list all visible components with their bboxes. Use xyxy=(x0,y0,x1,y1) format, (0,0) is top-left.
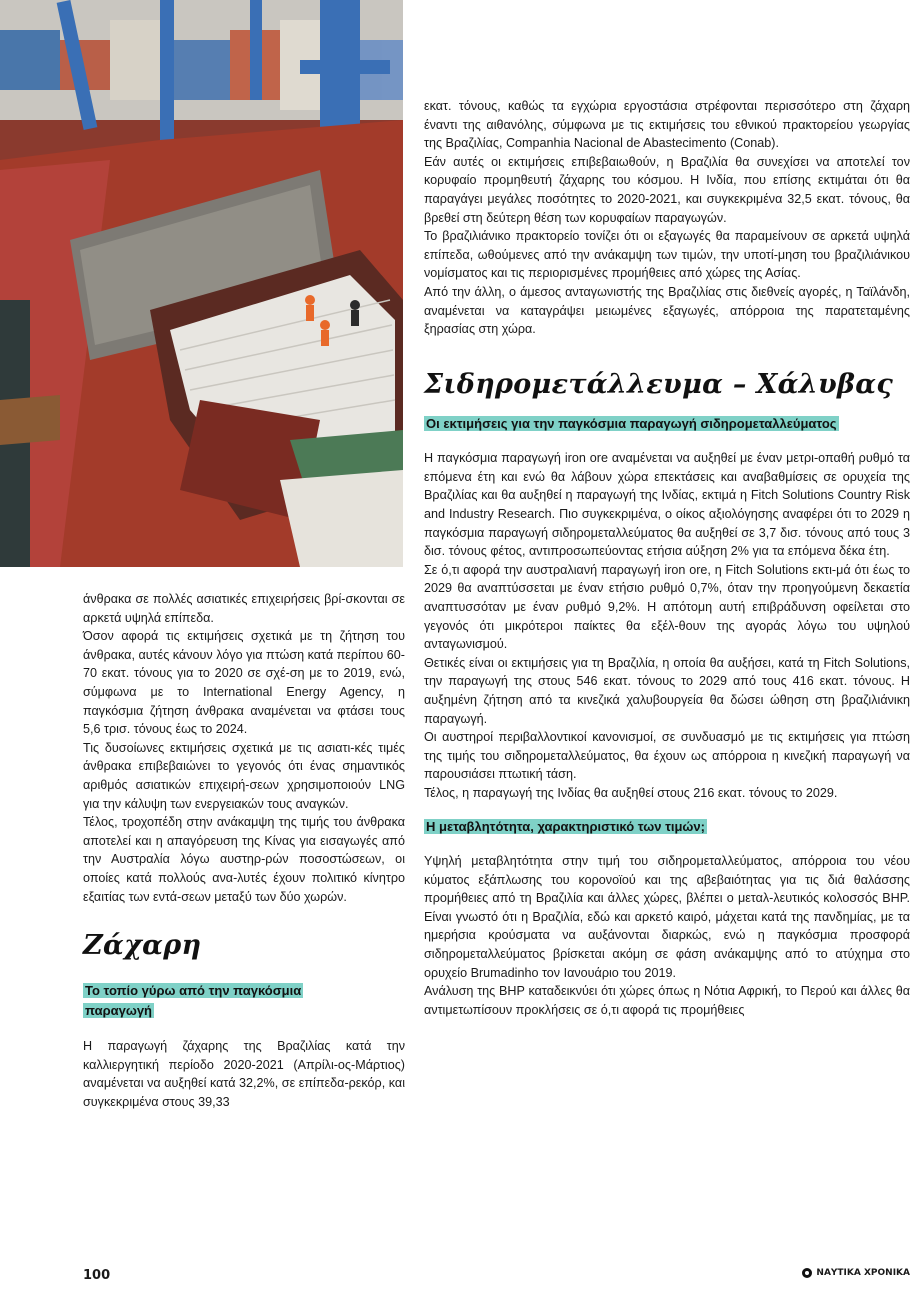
page-number: 100 xyxy=(83,1268,111,1283)
paragraph: Οι αυστηροί περιβαλλοντικοί κανονισμοί, σε συνδυασμό με τις εκτιμήσεις για πτώση της τιμής του σιδηρομεταλλεύματος, θα έχουν ως απόρροια η κινεζική παραγωγή να παρουσιάσει πτωτική τάση. xyxy=(424,730,910,782)
paragraph: Τέλος, τροχοπέδη στην ανάκαμψη της τιμής του άνθρακα αποτελεί και η απαγόρευση της Κίνας για εισαγωγές από την Αυστραλία λόγω αυστηρ-ρών ποσοστώσεων, οι οποίες κατά πολλούς ανα-λυτές έχουν πολιτικό κίνητρο εξαιτίας των εντά-σεων μεταξύ των δύο χωρών. xyxy=(83,815,405,904)
subheading-iron-ore-estimates: Οι εκτιμήσεις για την παγκόσμια παραγωγή σιδηρομεταλλεύματος xyxy=(426,415,837,431)
paragraph: Σε ό,τι αφορά την αυστραλιανή παραγωγή iron ore, η Fitch Solutions εκτι-μά ότι έως το 2029 θα αναπτύσσεται με έναν ετήσιο ρυθμό 0,7%, όταν την προηγούμενη δεκαετία αναπτυσσόταν με έναν ρυθμό 9,2%. Η απότομη αυτή επιβράδυνση οφείλεται στο γεγονός ότι μικρότεροι παίκτες θα εξέλ-θουν της αγοράς λόγω του υψηλού ανταγωνισμού. xyxy=(424,562,910,652)
paragraph: Το βραζιλιάνικο πρακτορείο τονίζει ότι οι εξαγωγές θα παραμείνουν σε αρκετά υψηλά επίπεδα, ωθούμενες από την ανάκαμψη των τιμών, την υποτί-μηση του βραζιλιάνικου νομίσματος και τις περιορισμένες προμήθειες από χώρες της Ασίας. xyxy=(424,229,910,281)
paragraph: Υψηλή μεταβλητότητα στην τιμή του σιδηρομεταλλεύματος, απόρροια του νέου κύματος εξάπλωσης του κορονοϊού και της αβεβαιότητας για τις διά θαλάσσης προμήθειες από τη Βραζιλία και άλλες χώρες, βλέπει ο μεταλ-λευτικός κολοσσός BHP. Είναι γνωστό ότι η Βραζιλία, εδώ και αρκετό καιρό, μάχεται κατά της πανδημίας, με τα ημερήσια κρούσματα να αυξάνονται διαρκώς, ενώ η παγκόσμια προσφορά σιδηρομεταλλεύματος βρίσκεται ακόμη σε φάση ανάκαμψης από το ατύχημα στο ορυχείο Brumadinho τον Ιανουάριο του 2019. xyxy=(424,854,910,980)
paragraph: Εάν αυτές οι εκτιμήσεις επιβεβαιωθούν, η Βραζιλία θα συνεχίσει να αποτελεί τον κορυφαίο προμηθευτή ζάχαρης του κόσμου. Η Ινδία, που επίσης εκτιμάται ότι θα παραγάγει μεγάλες ποσότητες το 2020-2021, και συγκεκριμένα 32,5 εκατ. τόνους, θα βρεθεί στη δεύτερη θέση των κορυφαίων παραγωγών. xyxy=(424,154,910,225)
paragraph: Ανάλυση της BHP καταδεικνύει ότι χώρες όπως η Νότια Αφρική, το Περού και άλλες θα αντιμετωπίσουν προκλήσεις σε ό,τι αφορά τις προμήθειες xyxy=(424,984,910,1017)
paragraph: εκατ. τόνους, καθώς τα εγχώρια εργοστάσια στρέφονται περισσότερο στη ζάχαρη έναντι της αιθανόλης, σύμφωνα με τις εκτιμήσεις του εθνικού πρακτορείου γεωργίας της Βραζιλίας, Companhia Nacional de Abastecimento (Conab). xyxy=(424,99,910,151)
magazine-logo-icon xyxy=(802,1268,812,1278)
right-column xyxy=(424,97,910,1019)
paragraph: Τέλος, η παραγωγή της Ινδίας θα αυξηθεί στους 216 εκατ. τόνους το 2029. xyxy=(424,785,838,800)
paragraph: Η παγκόσμια παραγωγή iron ore αναμένεται να αυξηθεί με έναν μετρι-οπαθή ρυθμό τα επόμενα έτη και ενώ θα λάβουν χώρα επεκτάσεις και αναβαθμίσεις σε ορυχεία της Βραζιλίας και θα αυξηθεί η παραγωγή της Ινδίας, εκτιμά η Fitch Solutions Country Risk and Industry Research. Πιο συγκεκριμένα, ο οίκος αξιολόγησης αναφέρει ότι το 2029 η παγκόσμια παραγωγή σιδηρομεταλλεύματος θα αυξηθεί σε 3,7 δισ. τόνους από τους 3 δισ. τόνους φέτος, αντιπροσωπεύοντας ετήσια αύξηση 2% για τα επόμενα δέκα έτη. xyxy=(424,451,910,559)
subheading-sugar: Το τοπίο γύρω από την παγκόσμια παραγωγή xyxy=(85,983,302,1018)
paragraph: Η παραγωγή ζάχαρης της Βραζιλίας κατά την καλλιεργητική περίοδο 2020-2021 (Απρίλι-ος-Μάρτιος) αναμένεται να αυξηθεί κατά 32,2%, σε επίπεδα-ρεκόρ, και συγκεκριμένα στους 39,33 xyxy=(83,1039,405,1109)
page-footer xyxy=(83,1268,910,1286)
section-title-iron-ore: Σιδηρομετάλλευμα – Χάλυβας xyxy=(424,368,894,400)
cargo-ship-photo xyxy=(0,0,403,567)
paragraph: Τις δυσοίωνες εκτιμήσεις σχετικά με τις ασιατι-κές τιμές άνθρακα επιβεβαιώνει το γεγονός ότι ένας σημαντικός αριθμός ασιατικών επιχειρή-σεων χρησιμοποιούν LNG για την κάλυψη των ενεργειακών τους αναγκών. xyxy=(83,740,405,811)
subheading-volatility: Η μεταβλητότητα, χαρακτηριστικό των τιμών; xyxy=(426,818,705,834)
magazine-title: ΝΑΥΤΙΚΑ ΧΡΟΝΙΚΑ xyxy=(816,1268,910,1278)
paragraph: άνθρακα σε πολλές ασιατικές επιχειρήσεις βρί-σκονται σε αρκετά υψηλά επίπεδα. xyxy=(83,592,405,625)
left-column xyxy=(83,590,405,1111)
paragraph: Από την άλλη, ο άμεσος ανταγωνιστής της Βραζιλίας στις διεθνείς αγορές, η Ταϊλάνδη, αναμένεται να καταγράψει μειωμένες εξαγωγές, απόρροια της παρατεταμένης ξηρασίας στη χώρα. xyxy=(424,284,910,337)
paragraph: Θετικές είναι οι εκτιμήσεις για τη Βραζιλία, η οποία θα αυξήσει, κατά τη Fitch Solutions, την παραγωγή της στους 546 εκατ. τόνους το 2029 από τους 416 εκατ. τόνους. Η αυξημένη ζήτηση από τα κινεζικά χαλυβουργεία θα δώσει ώθηση στη βραζιλιάνικη παραγωγή. xyxy=(424,655,910,726)
paragraph: Όσον αφορά τις εκτιμήσεις σχετικά με τη ζήτηση του άνθρακα, αυτές κάνουν λόγο για πτώση κατά περίπου 60-70 εκατ. τόνους για το 2020 σε σχέ-ση με το 2019, ενώ, σύμφωνα με το International Energy Agency, η παγκόσμια ζήτηση άνθρακα αναμένεται να φτάσει τους 5,6 τρισ. τόνους έως το 2024. xyxy=(83,629,405,737)
magazine-name xyxy=(802,1268,910,1278)
section-title-sugar: Ζάχαρη xyxy=(83,930,202,962)
